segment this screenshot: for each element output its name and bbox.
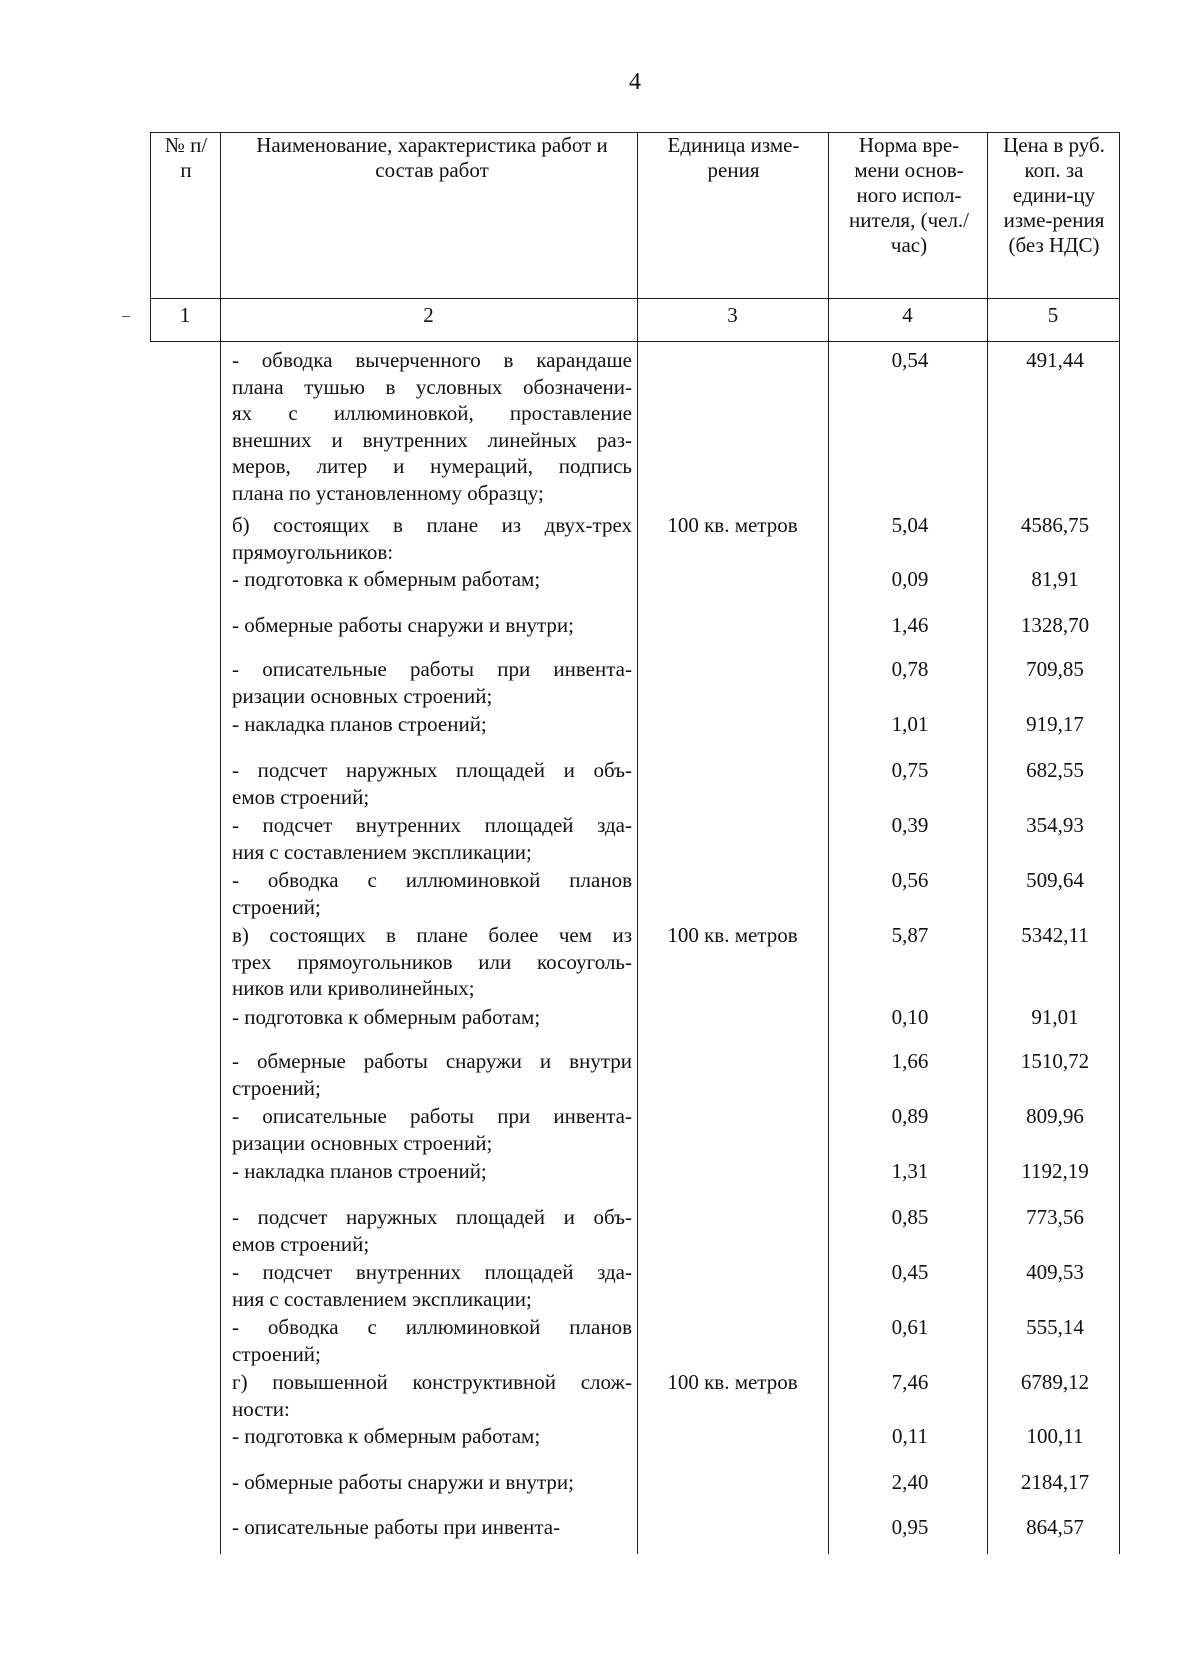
margin-mark	[122, 316, 130, 317]
row-norm: 2,40	[891, 1470, 929, 1494]
description-line: емов строений;	[232, 784, 370, 809]
description-line: ников или криволинейных;	[232, 976, 475, 1000]
row-norm: 0,75	[891, 758, 929, 782]
row-price: 409,53	[1026, 1260, 1084, 1284]
row-description	[232, 1004, 632, 1031]
row-unit: 100 кв. метров	[667, 1370, 798, 1394]
row-description	[232, 1369, 632, 1422]
row-norm: 5,04	[891, 513, 929, 537]
row-description	[232, 867, 632, 920]
description-line: - обмерные работы снаружи и внутри;	[232, 613, 574, 637]
description-line: - обводка с иллюминовкой планов	[232, 1315, 632, 1339]
row-norm: 0,54	[891, 348, 929, 372]
row-norm: 7,46	[891, 1370, 929, 1394]
row-norm: 1,66	[891, 1049, 929, 1073]
row-description	[232, 1314, 632, 1367]
table-right-border	[1119, 132, 1120, 1554]
description-line: - подготовка к обмерным работам;	[232, 1424, 541, 1448]
description-line: строений;	[232, 1075, 321, 1100]
description-line: - подсчет внутренних площадей зда-	[232, 813, 632, 837]
row-description	[232, 922, 632, 1002]
row-description	[232, 1514, 632, 1541]
row-description	[232, 566, 632, 593]
row-price: 773,56	[1026, 1205, 1084, 1229]
row-norm: 0,09	[891, 567, 929, 591]
row-price: 354,93	[1026, 813, 1084, 837]
row-price: 682,55	[1026, 758, 1084, 782]
row-description	[232, 1103, 632, 1156]
row-price: 491,44	[1026, 348, 1084, 372]
description-line: строений;	[232, 894, 321, 919]
row-norm: 0,56	[891, 868, 929, 892]
description-line: - подсчет внутренних площадей зда-	[232, 1260, 632, 1284]
col-divider-3	[828, 132, 829, 1554]
description-line: строений;	[232, 1341, 321, 1366]
col-divider-4	[987, 132, 988, 1554]
row-description	[232, 812, 632, 865]
description-line: плана тушью в условных обозначени-	[232, 374, 632, 399]
description-line: - обводка вычерченного в карандаше	[232, 348, 632, 372]
description-line: ния с составлением экспликации;	[232, 839, 532, 864]
row-description	[232, 656, 632, 709]
description-line: - описательные работы при инвента-	[232, 1104, 632, 1128]
row-description	[232, 1469, 632, 1496]
description-line: ризации основных строений;	[232, 683, 493, 708]
row-price: 91,01	[1031, 1005, 1079, 1029]
col-divider-1	[220, 132, 221, 1554]
description-line: - подготовка к обмерным работам;	[232, 1005, 541, 1029]
header-col-price: Цена в руб. коп. за едини-цу изме-рения (без НДС)	[1003, 133, 1105, 257]
row-price: 100,11	[1026, 1424, 1084, 1448]
row-description	[232, 347, 632, 506]
row-norm: 0,10	[891, 1005, 929, 1029]
description-line: - подготовка к обмерным работам;	[232, 567, 541, 591]
description-line: емов строений;	[232, 1231, 370, 1256]
row-price: 809,96	[1026, 1104, 1084, 1128]
description-line: - подсчет наружных площадей и объ-	[232, 758, 632, 782]
header-bottom-border	[150, 298, 1120, 299]
column-number-5: 5	[1047, 303, 1059, 327]
description-line: - обмерные работы снаружи и внутри;	[232, 1470, 574, 1494]
description-line: трех прямоугольников или косоуголь-	[232, 949, 632, 974]
description-line: - обмерные работы снаружи и внутри	[232, 1049, 632, 1073]
description-line: ния с составлением экспликации;	[232, 1286, 532, 1311]
row-price: 5342,11	[1021, 923, 1089, 947]
row-unit: 100 кв. метров	[667, 513, 798, 537]
description-line: - обводка с иллюминовкой планов	[232, 868, 632, 892]
row-price: 4586,75	[1020, 513, 1090, 537]
row-price: 1328,70	[1020, 613, 1090, 637]
description-line: внешних и внутренних линейных раз-	[232, 427, 632, 452]
row-price: 509,64	[1026, 868, 1084, 892]
row-price: 1192,19	[1021, 1159, 1089, 1183]
header-col-name: Наименование, характеристика работ и состав работ	[256, 133, 608, 182]
description-line: - накладка планов строений;	[232, 712, 487, 736]
row-norm: 1,31	[891, 1159, 929, 1183]
header-col-number: № п/п	[164, 133, 208, 182]
row-description	[232, 612, 632, 639]
row-price: 919,17	[1026, 712, 1084, 736]
description-line: меров, литер и нумераций, подпись	[232, 454, 632, 478]
row-description	[232, 1423, 632, 1450]
description-line: в) состоящих в плане более чем из	[232, 923, 632, 947]
row-norm: 1,46	[891, 613, 929, 637]
description-line: - описательные работы при инвента-	[232, 1515, 561, 1539]
row-price: 81,91	[1031, 567, 1079, 591]
row-norm: 0,89	[891, 1104, 929, 1128]
row-norm: 0,85	[891, 1205, 929, 1229]
row-norm: 5,87	[891, 923, 929, 947]
column-number-4: 4	[902, 303, 913, 327]
header-col-norm: Норма вре-мени основ-ного испол-нителя, (чел./час)	[848, 133, 970, 257]
row-norm: 0,61	[891, 1315, 929, 1339]
row-description	[232, 1158, 632, 1185]
row-norm: 0,39	[891, 813, 929, 837]
row-price: 709,85	[1026, 657, 1084, 681]
description-line: ризации основных строений;	[232, 1130, 493, 1155]
row-norm: 1,01	[891, 712, 929, 736]
row-price: 1510,72	[1020, 1049, 1090, 1073]
description-line: - накладка планов строений;	[232, 1159, 487, 1183]
page-number: 4	[629, 69, 641, 95]
row-description	[232, 1259, 632, 1312]
description-line: ности:	[232, 1396, 290, 1421]
row-unit: 100 кв. метров	[667, 923, 798, 947]
description-line: плана по установленному образцу;	[232, 480, 544, 505]
row-price: 864,57	[1026, 1515, 1084, 1539]
row-description	[232, 757, 632, 810]
column-number-2: 2	[423, 303, 434, 327]
header-col-unit: Единица изме-рения	[667, 133, 800, 182]
row-description	[232, 1204, 632, 1257]
row-norm: 0,78	[891, 657, 929, 681]
col-divider-2	[637, 132, 638, 1554]
description-line: прямоугольников:	[232, 539, 394, 564]
row-price: 2184,17	[1020, 1470, 1090, 1494]
row-norm: 0,45	[891, 1260, 929, 1284]
description-line: - описательные работы при инвента-	[232, 657, 632, 681]
column-number-3: 3	[727, 303, 738, 327]
description-line: б) состоящих в плане из двух-трех	[232, 513, 632, 537]
column-number-1: 1	[179, 303, 191, 327]
description-line: ях с иллюминовкой, проставление	[232, 401, 632, 425]
row-norm: 0,95	[891, 1515, 929, 1539]
row-description	[232, 1048, 632, 1101]
row-price: 6789,12	[1020, 1370, 1090, 1394]
row-description	[232, 711, 632, 738]
description-line: - подсчет наружных площадей и объ-	[232, 1205, 632, 1229]
description-line: г) повышенной конструктивной слож-	[232, 1370, 632, 1394]
numbers-bottom-border	[150, 341, 1120, 342]
row-norm: 0,11	[892, 1424, 928, 1448]
row-price: 555,14	[1026, 1315, 1084, 1339]
row-description	[232, 512, 632, 565]
